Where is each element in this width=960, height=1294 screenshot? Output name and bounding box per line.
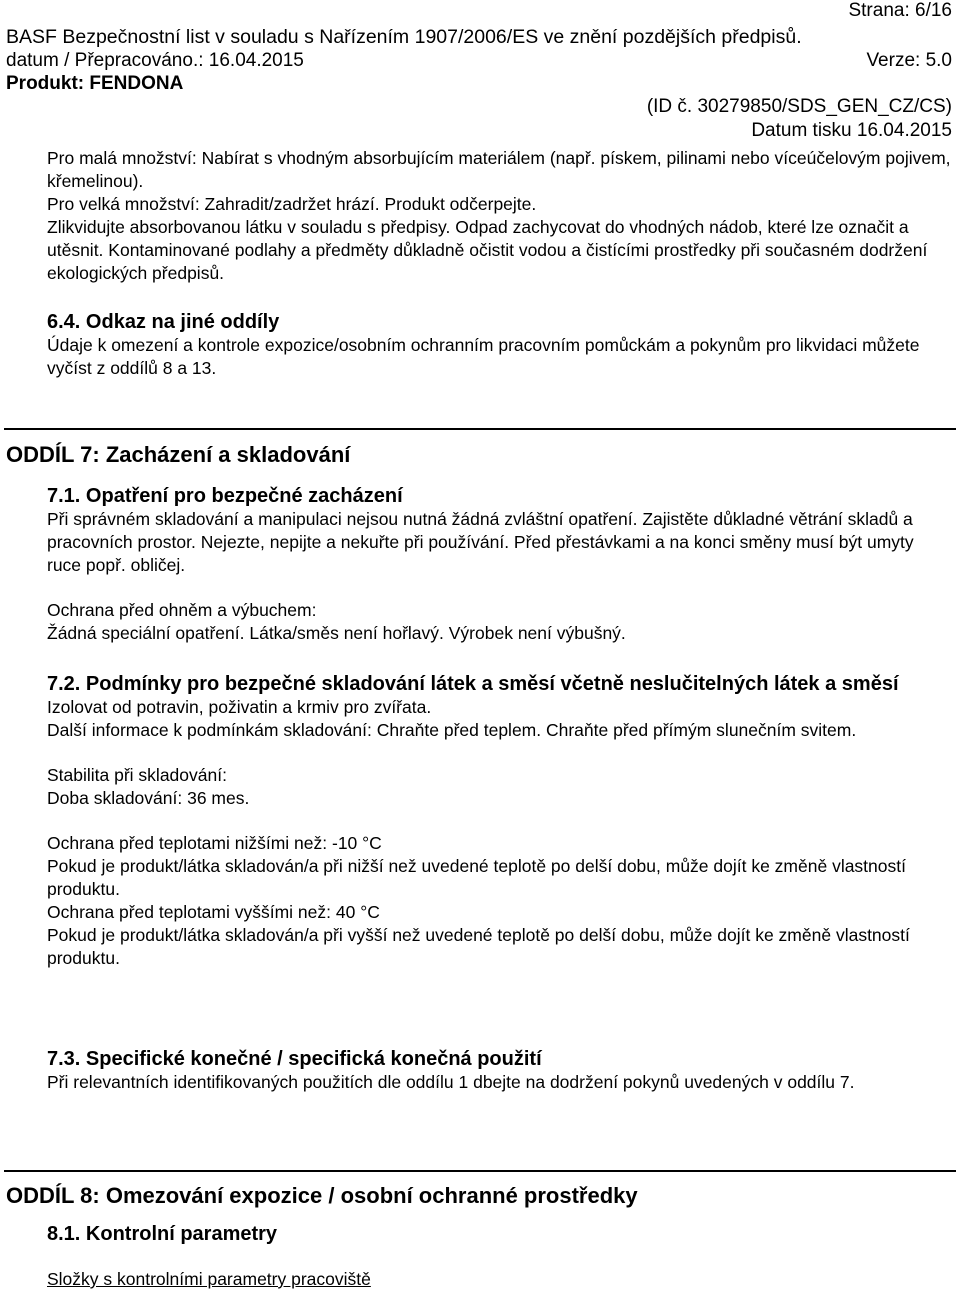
section-6-4: [47, 310, 952, 380]
storage-info-text: Další informace k podmínkám skladování: Chraňte před teplem. Chraňte před přímým slunečním svitem.: [47, 720, 857, 740]
low-temperature-limit: Ochrana před teplotami nižšími než: -10 °C: [47, 833, 382, 853]
control-parameters-link[interactable]: Složky s kontrolními parametry pracoviště: [47, 1269, 371, 1289]
section-6-4-heading: 6.4. Odkaz na jiné oddíly: [47, 311, 280, 333]
revision-date: datum / Přepracováno.: 16.04.2015: [6, 50, 304, 71]
low-temperature-text: Pokud je produkt/látka skladován/a při nižší než uvedené teplotě po delší dobu, může dojít ke změně vlastností produktu.: [47, 856, 906, 899]
section-divider: [4, 428, 956, 430]
section-6-4-text: Údaje k omezení a kontrole expozice/osobním ochranním pracovním pomůckám a pokynům pro likvidaci můžete vyčíst z oddílů 8 a 13.: [47, 335, 920, 378]
small-quantities-text: Pro malá množství: Nabírat s vhodným absorbujícím materiálem (např. pískem, pilinami nebo víceúčelovým pojivem, křemelinou).: [47, 148, 951, 191]
fire-protection-text: Žádná speciální opatření. Látka/směs není hořlavý. Výrobek není výbušný.: [47, 623, 626, 643]
document-id: (ID č. 30279850/SDS_GEN_CZ/CS): [646, 96, 952, 117]
section-7-2-heading: 7.2. Podmínky pro bezpečné skladování látek a směsí včetně neslučitelných látek a směsí: [47, 673, 899, 695]
section-8-1: [47, 1222, 952, 1291]
section-8-title: ODDÍL 8: Omezování expozice / osobní ochranné prostředky: [6, 1183, 638, 1208]
product-name: Produkt: FENDONA: [6, 73, 184, 94]
storage-stability-text: Doba skladování: 36 mes.: [47, 788, 250, 808]
storage-isolation-text: Izolovat od potravin, poživatin a krmiv pro zvířata.: [47, 697, 432, 717]
print-date: Datum tisku 16.04.2015: [751, 120, 952, 141]
page-number: Strana: 6/16: [848, 0, 952, 21]
section-divider: [4, 1170, 956, 1172]
spill-cleanup-text: [47, 147, 952, 285]
section-7-1-heading: 7.1. Opatření pro bezpečné zacházení: [47, 485, 403, 507]
section-7-3-text: Při relevantních identifikovaných použitích dle oddílu 1 dbejte na dodržení pokynů uvedených v oddílu 7.: [47, 1072, 855, 1092]
fire-protection-label: Ochrana před ohněm a výbuchem:: [47, 600, 317, 620]
disposal-text: Zlikvidujte absorbovanou látku v souladu s předpisy. Odpad zachycovat do vhodných nádob, které lze označit a utěsnit. Kontaminované podlahy a předměty důkladně očistit vodou a čistícími prostředky při současném dodržení ekologických předpisů.: [47, 217, 928, 283]
section-7-3-heading: 7.3. Specifické konečné / specifická konečná použití: [47, 1048, 542, 1070]
storage-stability-label: Stabilita při skladování:: [47, 765, 227, 785]
section-7-2: [47, 672, 952, 970]
section-7-1-text: Při správném skladování a manipulaci nejsou nutná žádná zvláštní opatření. Zajistěte důkladné větrání skladů a pracovních prostor. Nejezte, nepijte a nekuřte při používání. Před přestávkami a na konci směny musí být umyty ruce popř. obličej.: [47, 509, 914, 575]
large-quantities-text: Pro velká množství: Zahradit/zadržet hrází. Produkt odčerpejte.: [47, 194, 537, 214]
high-temperature-text: Pokud je produkt/látka skladován/a při vyšší než uvedené teplotě po delší dobu, může dojít ke změně vlastností produktu.: [47, 925, 910, 968]
document-title: BASF Bezpečnostní list v souladu s Nařízením 1907/2006/ES ve znění pozdějších předpisů.: [6, 26, 802, 48]
section-7-3: [47, 1047, 952, 1094]
section-7-title: ODDÍL 7: Zacházení a skladování: [6, 442, 351, 467]
version: Verze: 5.0: [866, 50, 952, 71]
high-temperature-limit: Ochrana před teplotami vyššími než: 40 °C: [47, 902, 380, 922]
section-7-1: [47, 484, 952, 645]
section-8-1-heading: 8.1. Kontrolní parametry: [47, 1223, 278, 1245]
